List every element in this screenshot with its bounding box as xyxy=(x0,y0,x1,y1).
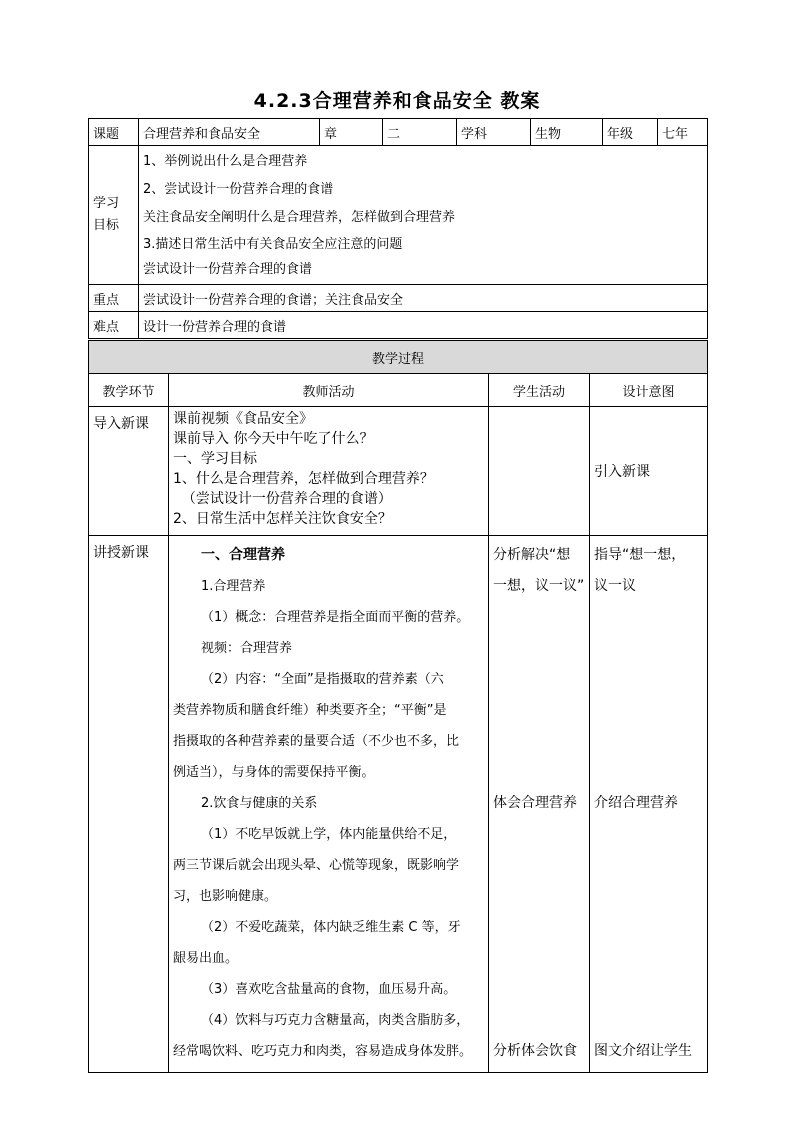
process-table xyxy=(88,340,708,1073)
lecture-line: （1）不吃早饭就上学，体内能量供给不足， xyxy=(201,827,457,842)
chapter-value: 二 xyxy=(383,119,457,146)
goal-item: 3.描述日常生活中有关食品安全应注意的问题 xyxy=(143,237,403,252)
goal-item: 关注食品安全阐明什么是合理营养，怎样做到合理营养 xyxy=(143,210,456,225)
goals-cell xyxy=(139,146,708,285)
subject-label: 学科 xyxy=(457,119,531,146)
lecture-line: 经常喝饮料、吃巧克力和肉类，容易造成身体发胖。 xyxy=(173,1044,473,1059)
column-header: 教师活动 xyxy=(169,374,489,407)
column-header: 设计意图 xyxy=(590,374,708,407)
grade-label: 年级 xyxy=(603,119,658,146)
intro-teacher xyxy=(169,407,489,536)
chapter-label: 章 xyxy=(320,119,383,146)
lecture-line: 1.合理营养 xyxy=(201,579,266,594)
goal-item: 尝试设计一份营养合理的食谱 xyxy=(143,262,313,277)
lecture-line: （2）内容：“全面”是指摄取的营养素（六 xyxy=(201,672,444,687)
topic-value: 合理营养和食品安全 xyxy=(139,119,320,146)
intent-line: 介绍合理营养 xyxy=(594,795,678,811)
intro-stage: 导入新课 xyxy=(89,407,169,536)
process-heading: 教学过程 xyxy=(89,341,708,374)
page-title: 4.2.3合理营养和食品安全 教案 xyxy=(253,90,541,112)
subject-value: 生物 xyxy=(531,119,603,146)
goal-item: 1、举例说出什么是合理营养 xyxy=(143,154,308,169)
column-header: 教学环节 xyxy=(89,374,169,407)
lecture-line: 龈易出血。 xyxy=(173,951,239,966)
lecture-line: 视频：合理营养 xyxy=(201,641,293,656)
column-header: 学生活动 xyxy=(489,374,590,407)
lecture-line: （2）不爱吃蔬菜，体内缺乏维生素 C 等，牙 xyxy=(201,920,461,935)
intent-line: 图文介绍让学生 xyxy=(594,1043,692,1059)
lecture-line: 一、合理营养 xyxy=(201,547,285,563)
difficulty-label: 难点 xyxy=(89,312,139,339)
lecture-line: （1）概念：合理营养是指全面而平衡的营养。 xyxy=(201,610,470,625)
lecture-line: 例适当），与身体的需要保持平衡。 xyxy=(173,765,375,780)
topic-label: 课题 xyxy=(89,119,139,146)
intro-line: （尝试设计一份营养合理的食谱） xyxy=(173,491,392,507)
lecture-line: 类营养物质和膳食纤维）种类要齐全；“平衡”是 xyxy=(173,703,447,718)
key-point-value: 尝试设计一份营养合理的食谱；关注食品安全 xyxy=(139,285,708,312)
lecture-line: （3）喜欢吃含盐量高的食物，血压易升高。 xyxy=(201,982,457,997)
lecture-line: （4）饮料与巧克力含糖量高，肉类含脂肪多， xyxy=(201,1013,470,1028)
grade-value: 七年 xyxy=(658,119,708,146)
lecture-student xyxy=(489,536,590,1073)
intro-line: 1、什么是合理营养，怎样做到合理营养？ xyxy=(173,471,434,487)
goal-item: 2、尝试设计一份营养合理的食谱 xyxy=(143,182,334,197)
intro-line: 课前导入 你今天中午吃了什么？ xyxy=(173,431,374,447)
lecture-line: 指摄取的各种营养素的量要合适（不少也不多，比 xyxy=(173,734,460,749)
intro-line: 一、学习目标 xyxy=(173,451,257,467)
intro-line: 2、日常生活中怎样关注饮食安全？ xyxy=(173,511,392,527)
key-point-label: 重点 xyxy=(89,285,139,312)
intent-line: 议一议 xyxy=(594,578,636,594)
intro-intent: 引入新课 xyxy=(590,407,708,536)
student-line: 分析解决“想 xyxy=(493,547,571,563)
intent-line: 指导“想一想， xyxy=(594,547,686,563)
lecture-line: 习，也影响健康。 xyxy=(173,889,278,904)
student-line: 体会合理营养 xyxy=(493,795,577,811)
student-line: 一想，议一议” xyxy=(493,578,585,594)
intro-line: 课前视频《食品安全》 xyxy=(173,411,313,427)
lecture-line: 2.饮食与健康的关系 xyxy=(201,796,318,811)
lecture-intent xyxy=(590,536,708,1073)
lecture-stage: 讲授新课 xyxy=(89,536,169,1073)
lecture-line: 两三节课后就会出现头晕、心慌等现象，既影响学 xyxy=(173,858,460,873)
lecture-teacher xyxy=(169,536,489,1073)
intro-student xyxy=(489,407,590,536)
goals-label: 学习目标 xyxy=(89,146,139,285)
difficulty-value: 设计一份营养合理的食谱 xyxy=(139,312,708,339)
student-line: 分析体会饮食 xyxy=(493,1043,577,1059)
info-table xyxy=(88,118,708,339)
